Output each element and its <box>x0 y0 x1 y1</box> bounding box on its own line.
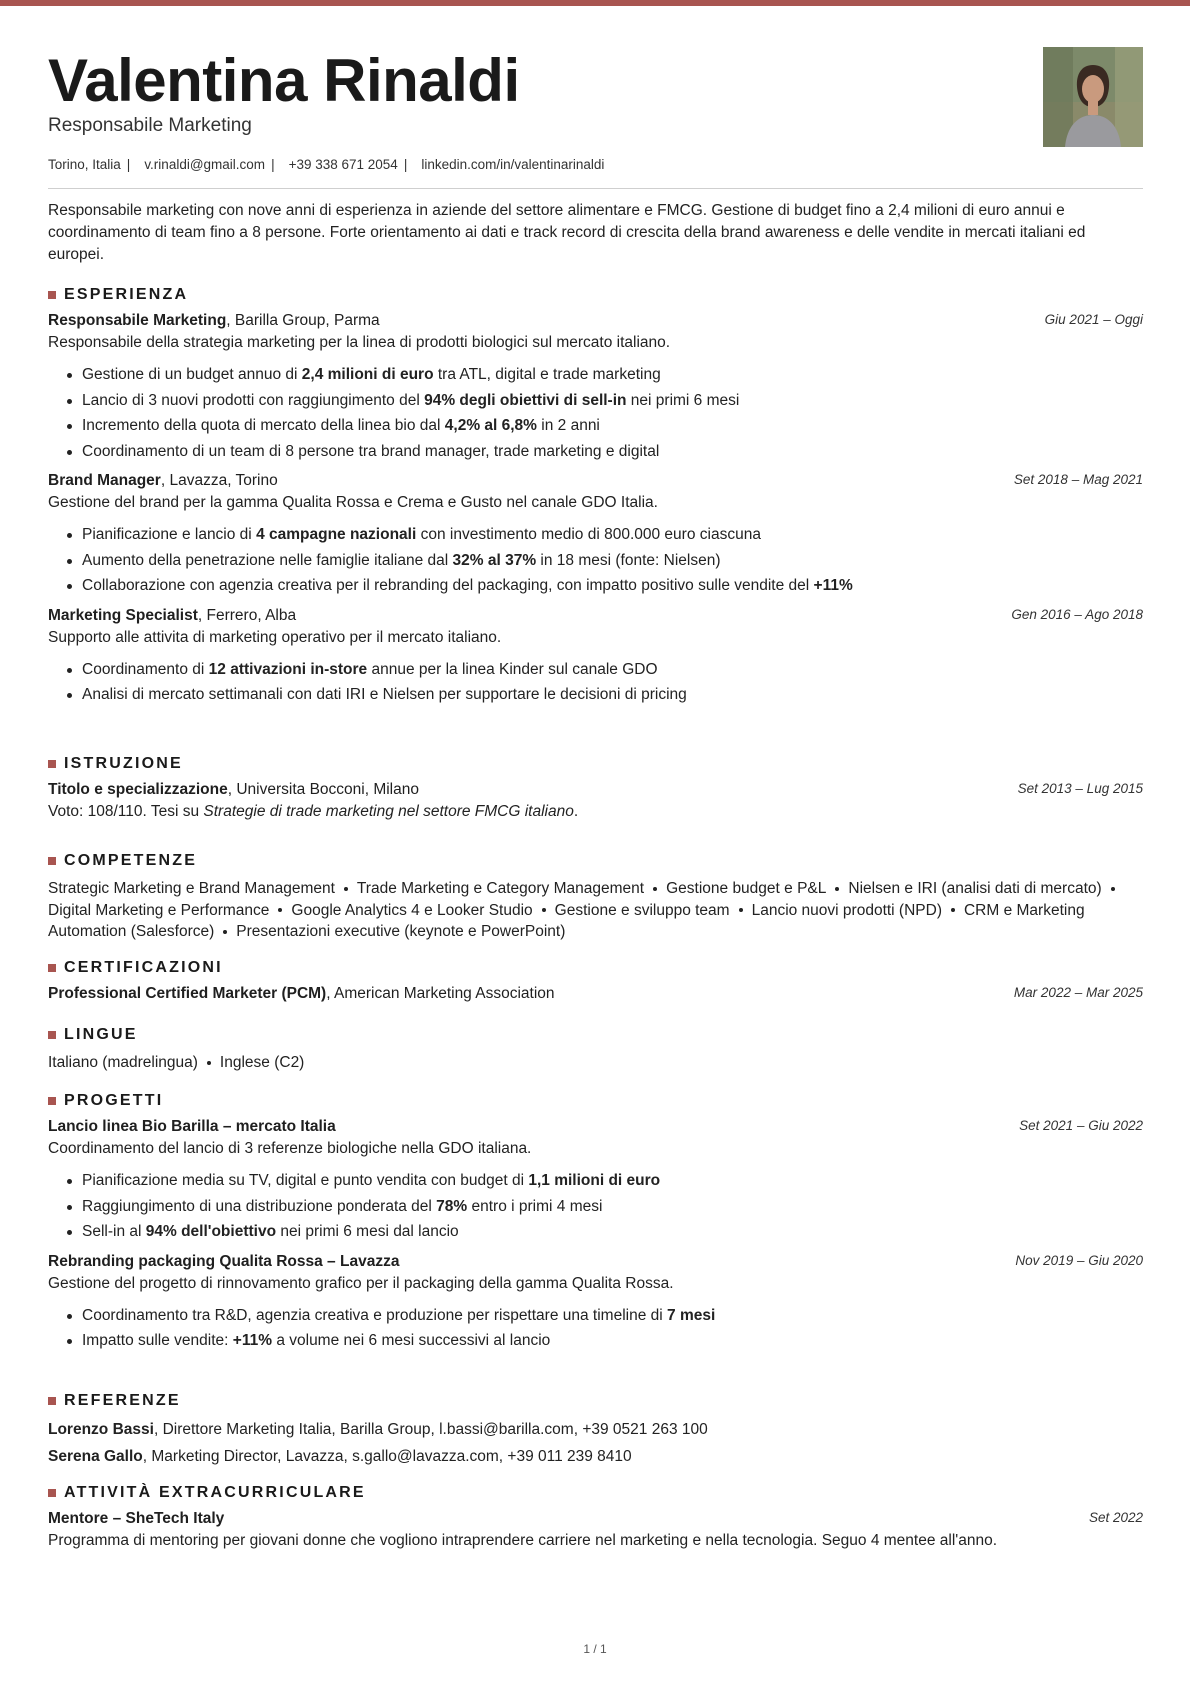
section-title-skills: COMPETENZE <box>48 850 1143 872</box>
skill-item: Gestione e sviluppo team <box>554 901 730 919</box>
project-entry <box>48 1116 1143 1245</box>
skill-item: Google Analytics 4 e Looker Studio <box>291 901 533 919</box>
project-description: Gestione del progetto di rinnovamento grafico per il packaging della gamma Qualita Rossa. <box>48 1274 674 1292</box>
contact-email[interactable]: v.rinaldi@gmail.com <box>144 157 266 172</box>
job-heading: Responsabile Marketing, Barilla Group, Parma <box>48 312 380 329</box>
section-marker-icon <box>48 1489 56 1497</box>
section-marker-icon <box>48 857 56 865</box>
certification-entry <box>48 983 1143 1005</box>
skill-item: Presentazioni executive (keynote e PowerPoint) <box>236 923 566 940</box>
skill-item: CRM e Marketing Automation (Salesforce) <box>48 901 1085 940</box>
section-title-education: ISTRUZIONE <box>48 753 1143 775</box>
experience-entry <box>48 605 1143 708</box>
skill-item: Strategic Marketing e Brand Management <box>48 880 335 897</box>
skill-item: Digital Marketing e Performance <box>48 901 270 919</box>
job-bullets <box>48 657 1143 708</box>
section-marker-icon <box>48 1397 56 1405</box>
section-title-certifications: CERTIFICAZIONI <box>48 957 1143 979</box>
job-description: Supporto alle attivita di marketing operativo per il mercato italiano. <box>48 628 502 646</box>
list-item: Coordinamento di 12 attivazioni in-store annue per la linea Kinder sul canale GDO <box>82 657 1143 683</box>
activity-description: Programma di mentoring per giovani donne che vogliono intraprendere carriere nel marketing e nella tecnologia. Seguo 4 mentee all'anno. <box>48 1532 998 1549</box>
list-item: Aumento della penetrazione nelle famiglie italiane dal 32% al 37% in 18 mesi (fonte: Nielsen) <box>82 548 1143 574</box>
section-languages <box>48 1024 1143 1074</box>
section-activities <box>48 1482 1143 1552</box>
section-education <box>48 753 1143 823</box>
job-bullets <box>48 522 1143 599</box>
activity-entry <box>48 1508 1143 1552</box>
section-marker-icon <box>48 1031 56 1039</box>
section-title-experience: ESPERIENZA <box>48 284 1143 306</box>
list-item: Incremento della quota di mercato della linea bio dal 4,2% al 6,8% in 2 anni <box>82 413 1143 439</box>
job-description: Responsabile della strategia marketing per la linea di prodotti biologici sul mercato italiano. <box>48 334 671 351</box>
section-marker-icon <box>48 291 56 299</box>
section-title-projects: PROGETTI <box>48 1090 1143 1112</box>
section-marker-icon <box>48 760 56 768</box>
project-dates: Set 2021 – Giu 2022 <box>1019 1118 1143 1133</box>
section-projects <box>48 1090 1143 1354</box>
certification-heading: Professional Certified Marketer (PCM), American Marketing Association <box>48 985 555 1002</box>
skill-item: Nielsen e IRI (analisi dati di mercato) <box>848 880 1102 897</box>
job-heading: Marketing Specialist, Ferrero, Alba <box>48 606 297 624</box>
language-item: Italiano (madrelingua) <box>48 1054 198 1071</box>
profile-photo <box>1043 47 1143 147</box>
job-dates: Giu 2021 – Oggi <box>1044 312 1143 327</box>
education-description: Voto: 108/110. Tesi su Strategie di trade marketing nel settore FMCG italiano. <box>48 803 579 820</box>
job-heading: Brand Manager, Lavazza, Torino <box>48 472 278 489</box>
list-item: Coordinamento tra R&D, agenzia creativa e produzione per rispettare una timeline di 7 mesi <box>82 1303 1143 1329</box>
activity-heading: Mentore – SheTech Italy <box>48 1510 225 1527</box>
education-entry <box>48 779 1143 823</box>
skill-item: Lancio nuovi prodotti (NPD) <box>751 901 942 919</box>
section-title-activities: ATTIVITÀ EXTRACURRICULARE <box>48 1482 1143 1504</box>
section-skills <box>48 850 1143 943</box>
experience-entry <box>48 470 1143 599</box>
project-bullets <box>48 1303 1143 1354</box>
language-item: Inglese (C2) <box>219 1054 305 1071</box>
list-item: Impatto sulle vendite: +11% a volume nei 6 mesi successivi al lancio <box>82 1328 1143 1354</box>
list-item: Sell-in al 94% dell'obiettivo nei primi 6 mesi dal lancio <box>82 1219 1143 1245</box>
section-marker-icon <box>48 964 56 972</box>
contact-phone[interactable]: +39 338 671 2054 <box>288 157 398 172</box>
skill-item: Gestione budget e P&L <box>666 880 827 897</box>
certification-dates: Mar 2022 – Mar 2025 <box>1013 985 1143 1000</box>
top-accent-bar <box>0 0 1190 6</box>
project-heading: Lancio linea Bio Barilla – mercato Italia <box>48 1118 336 1135</box>
project-description: Coordinamento del lancio di 3 referenze biologiche nella GDO italiana. <box>48 1140 532 1157</box>
reference-item: Lorenzo Bassi, Direttore Marketing Italia, Barilla Group, l.bassi@barilla.com, +39 0521 263 100 <box>48 1421 708 1438</box>
section-marker-icon <box>48 1097 56 1105</box>
list-item: Collaborazione con agenzia creativa per il rebranding del packaging, con impatto positivo sulle vendite del +11% <box>82 573 1143 599</box>
section-title-references: REFERENZE <box>48 1390 1143 1412</box>
project-entry <box>48 1251 1143 1354</box>
section-experience <box>48 284 1143 708</box>
list-item: Pianificazione e lancio di 4 campagne nazionali con investimento medio di 800.000 euro ciascuna <box>82 522 1143 548</box>
candidate-name: Valentina Rinaldi <box>48 47 520 114</box>
skill-item: Trade Marketing e Category Management <box>356 880 645 897</box>
references-list <box>48 1416 1143 1470</box>
job-bullets <box>48 362 1143 464</box>
profile-summary: Responsabile marketing con nove anni di esperienza in aziende del settore alimentare e FMCG. Gestione di budget fino a 2,4 milioni di euro annui e coordinamento di team fino a 8 persone. Forte orientamento ai dati e track record di crescita della brand awareness e delle vendite in mercati italiani ed europei. <box>48 202 1086 263</box>
list-item: Gestione di un budget annuo di 2,4 milioni di euro tra ATL, digital e trade marketing <box>82 362 1143 388</box>
section-title-languages: LINGUE <box>48 1024 1143 1046</box>
project-bullets <box>48 1168 1143 1245</box>
list-item: Raggiungimento di una distribuzione ponderata del 78% entro i primi 4 mesi <box>82 1194 1143 1220</box>
project-dates: Nov 2019 – Giu 2020 <box>1015 1252 1143 1268</box>
list-item: Lancio di 3 nuovi prodotti con raggiungimento del 94% degli obiettivi di sell-in nei primi 6 mesi <box>82 388 1143 414</box>
list-item: Analisi di mercato settimanali con dati IRI e Nielsen per supportare le decisioni di pricing <box>82 682 1143 708</box>
education-dates: Set 2013 – Lug 2015 <box>1017 781 1143 796</box>
contact-location: Torino, Italia <box>48 157 121 172</box>
list-item: Pianificazione media su TV, digital e punto vendita con budget di 1,1 milioni di euro <box>82 1168 1143 1194</box>
job-dates: Set 2018 – Mag 2021 <box>1013 472 1143 487</box>
section-certifications <box>48 957 1143 1005</box>
candidate-role: Responsabile Marketing <box>48 115 252 136</box>
skills-list <box>48 878 1143 943</box>
project-heading: Rebranding packaging Qualita Rossa – Lavazza <box>48 1252 400 1270</box>
section-references <box>48 1390 1143 1470</box>
job-description: Gestione del brand per la gamma Qualita Rossa e Crema e Gusto nel canale GDO Italia. <box>48 494 658 511</box>
education-heading: Titolo e specializzazione, Universita Bocconi, Milano <box>48 781 419 798</box>
contact-linkedin[interactable]: linkedin.com/in/valentinarinaldi <box>421 157 605 172</box>
reference-item: Serena Gallo, Marketing Director, Lavazza, s.gallo@lavazza.com, +39 011 239 8410 <box>48 1448 632 1465</box>
header-divider <box>48 188 1143 189</box>
experience-entry <box>48 310 1143 464</box>
languages-list <box>48 1052 1143 1074</box>
contact-line: Torino, Italia | v.rinaldi@gmail.com | +39 338 671 2054 | linkedin.com/in/valentinarinaldi <box>48 157 605 172</box>
activity-dates: Set 2022 <box>1088 1510 1143 1525</box>
page-number: 1 / 1 <box>583 1642 607 1656</box>
list-item: Coordinamento di un team di 8 persone tra brand manager, trade marketing e digital <box>82 439 1143 465</box>
job-dates: Gen 2016 – Ago 2018 <box>1011 606 1143 622</box>
